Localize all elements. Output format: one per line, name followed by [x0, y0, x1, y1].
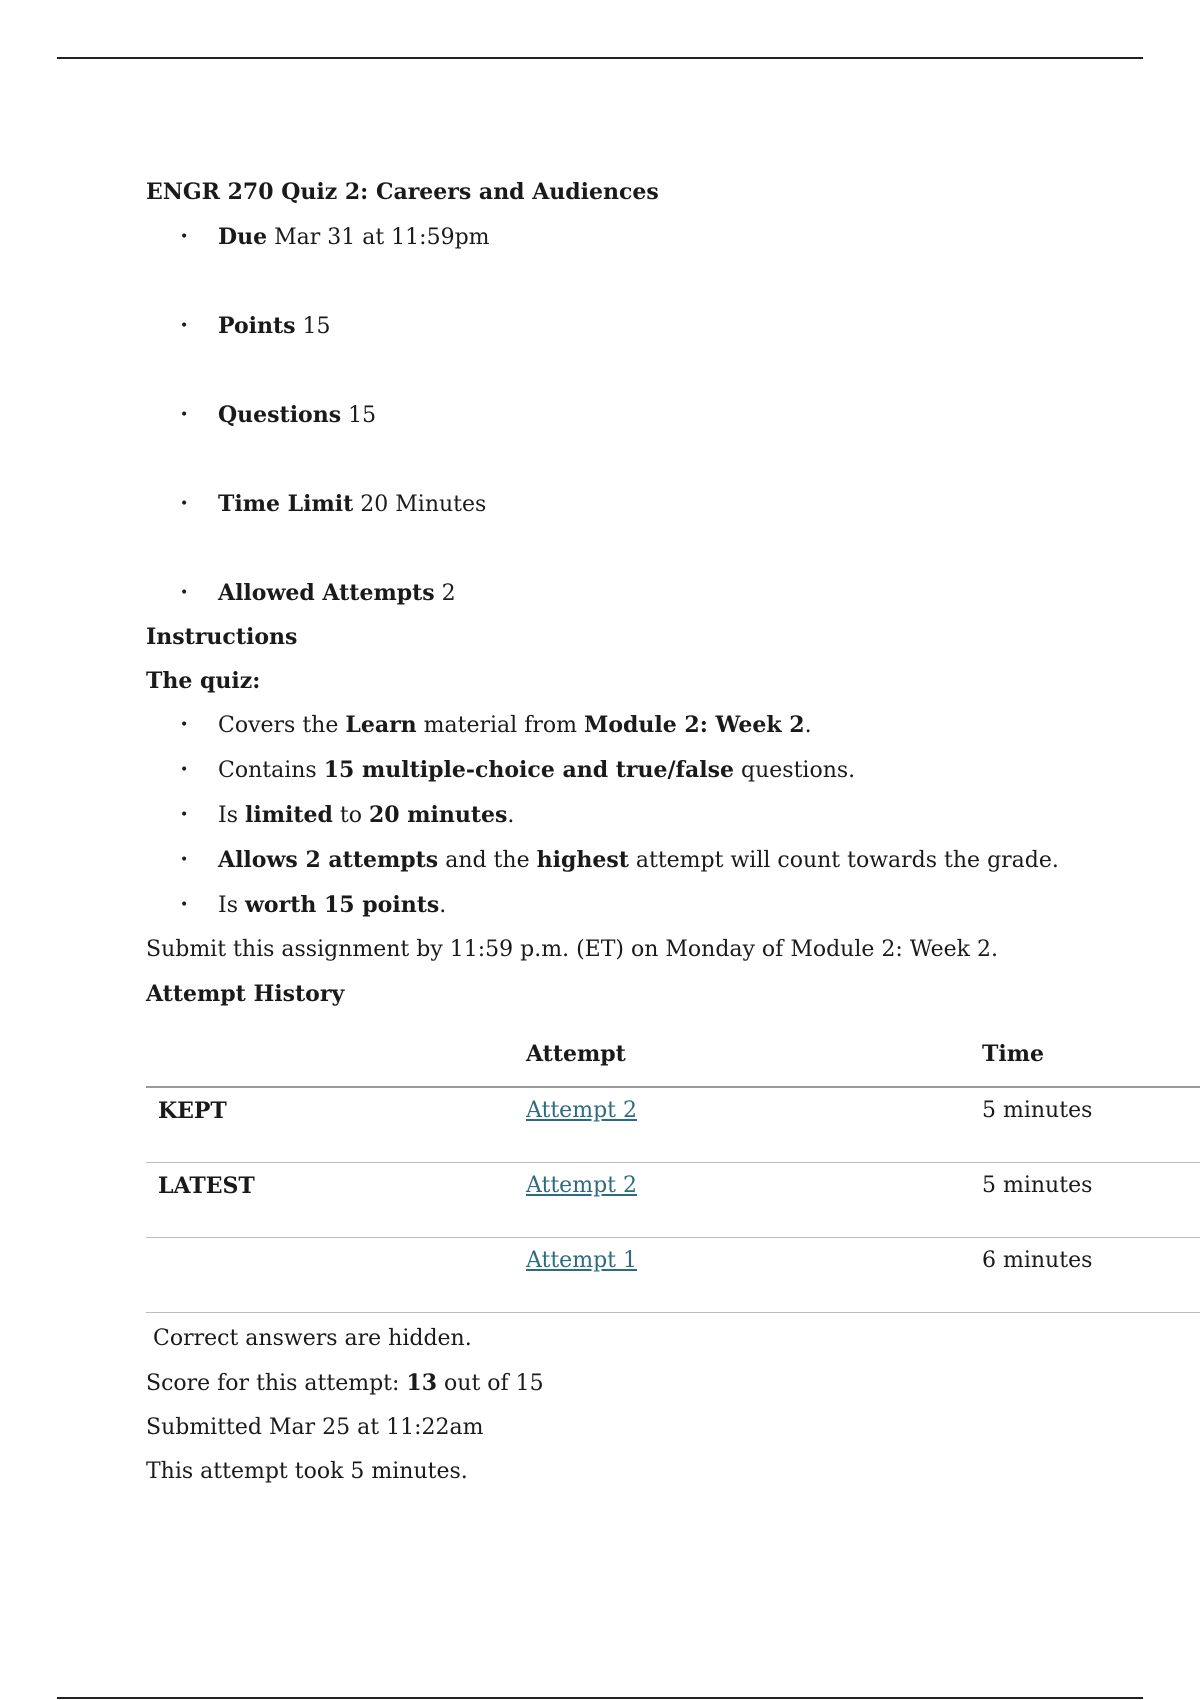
- table-header-row: [146, 1022, 1200, 1087]
- meta-points: [146, 310, 1200, 342]
- bullet-icon: •: [180, 897, 189, 913]
- attempt-history-heading: Attempt History: [146, 981, 345, 1007]
- emphasis: Module 2: Week 2: [583, 712, 805, 738]
- score-suffix: out of 15: [437, 1371, 544, 1396]
- meta-label: Questions: [218, 402, 342, 428]
- bullet-icon: •: [180, 318, 189, 334]
- attempt-cell: [526, 1163, 982, 1238]
- bullet-icon: •: [180, 717, 189, 733]
- instructions-intro: The quiz:: [146, 668, 261, 694]
- emphasis: 15 multiple-choice and true/false: [323, 757, 735, 783]
- attempt-cell: [526, 1087, 982, 1163]
- bullet-icon: •: [180, 852, 189, 868]
- meta-value: Mar 31 at 11:59pm: [274, 225, 490, 250]
- attempt-status: LATEST: [146, 1163, 526, 1238]
- emphasis: worth 15 points: [244, 892, 440, 918]
- text: Contains: [218, 758, 324, 783]
- column-header-status: [146, 1022, 526, 1087]
- emphasis: Learn: [345, 712, 417, 738]
- meta-questions: [146, 399, 1200, 431]
- instruction-item: [146, 709, 1200, 742]
- bullet-icon: •: [180, 229, 189, 245]
- score-prefix: Score for this attempt:: [146, 1371, 407, 1396]
- bullet-icon: •: [180, 762, 189, 778]
- attempt-time: 6 minutes: [982, 1238, 1200, 1313]
- quiz-meta-list: [146, 221, 1200, 609]
- attempt-cell: [526, 1238, 982, 1313]
- column-header-attempt: Attempt: [526, 1022, 982, 1087]
- text: attempt will count towards the grade.: [628, 848, 1059, 873]
- attempt-time: 5 minutes: [982, 1163, 1200, 1238]
- emphasis: 20 minutes: [368, 802, 508, 828]
- text: Is: [218, 803, 245, 828]
- meta-label: Time Limit: [218, 491, 354, 517]
- instructions-list: [146, 709, 1200, 922]
- instruction-item: [146, 799, 1200, 832]
- text: Covers the: [218, 713, 346, 738]
- column-header-time: Time: [982, 1022, 1200, 1087]
- meta-label: Points: [218, 313, 296, 339]
- text: and the: [438, 848, 537, 873]
- bullet-icon: •: [180, 807, 189, 823]
- attempt-link[interactable]: Attempt 2: [526, 1173, 637, 1198]
- score-value: 13: [406, 1370, 438, 1396]
- meta-value: 15: [348, 403, 377, 428]
- text: .: [507, 803, 515, 828]
- text: Is: [218, 893, 245, 918]
- table-row: [146, 1238, 1200, 1313]
- bottom-rule: [57, 1697, 1143, 1699]
- bullet-icon: •: [180, 585, 189, 601]
- text: .: [439, 893, 447, 918]
- instruction-item: [146, 844, 1200, 877]
- instructions-heading: Instructions: [146, 624, 298, 650]
- meta-value: 20 Minutes: [360, 492, 487, 517]
- instruction-item: [146, 889, 1200, 922]
- instruction-item: [146, 754, 1200, 787]
- text: to: [332, 803, 369, 828]
- quiz-title: ENGR 270 Quiz 2: Careers and Audiences: [146, 179, 659, 205]
- score-line: [146, 1367, 1200, 1400]
- meta-value: 2: [441, 581, 456, 606]
- meta-due: [146, 221, 1200, 253]
- attempt-duration: This attempt took 5 minutes.: [146, 1459, 468, 1484]
- text: .: [804, 713, 812, 738]
- table-row: [146, 1163, 1200, 1238]
- emphasis: highest: [536, 847, 629, 873]
- top-rule: [57, 57, 1143, 59]
- attempt-result: [146, 1323, 1200, 1488]
- meta-label: Due: [218, 224, 268, 250]
- submit-note: Submit this assignment by 11:59 p.m. (ET) on Monday of Module 2: Week 2.: [146, 937, 998, 962]
- meta-allowed-attempts: [146, 577, 1200, 609]
- meta-value: 15: [302, 314, 331, 339]
- bullet-icon: •: [180, 496, 189, 512]
- attempt-link[interactable]: Attempt 2: [526, 1098, 637, 1123]
- text: questions.: [734, 758, 856, 783]
- attempt-status: KEPT: [146, 1087, 526, 1163]
- table-row: [146, 1087, 1200, 1163]
- meta-time-limit: [146, 488, 1200, 520]
- attempt-time: 5 minutes: [982, 1087, 1200, 1163]
- emphasis: limited: [244, 802, 333, 828]
- attempt-history-table: [146, 1022, 1200, 1313]
- text: material from: [416, 713, 584, 738]
- bullet-icon: •: [180, 407, 189, 423]
- quiz-content: [146, 176, 1200, 1488]
- emphasis: Allows 2 attempts: [218, 847, 439, 873]
- attempt-link[interactable]: Attempt 1: [526, 1248, 637, 1273]
- answers-hidden-note: Correct answers are hidden.: [153, 1326, 472, 1351]
- attempt-status: [146, 1238, 526, 1313]
- submitted-time: Submitted Mar 25 at 11:22am: [146, 1415, 484, 1440]
- meta-label: Allowed Attempts: [218, 580, 435, 606]
